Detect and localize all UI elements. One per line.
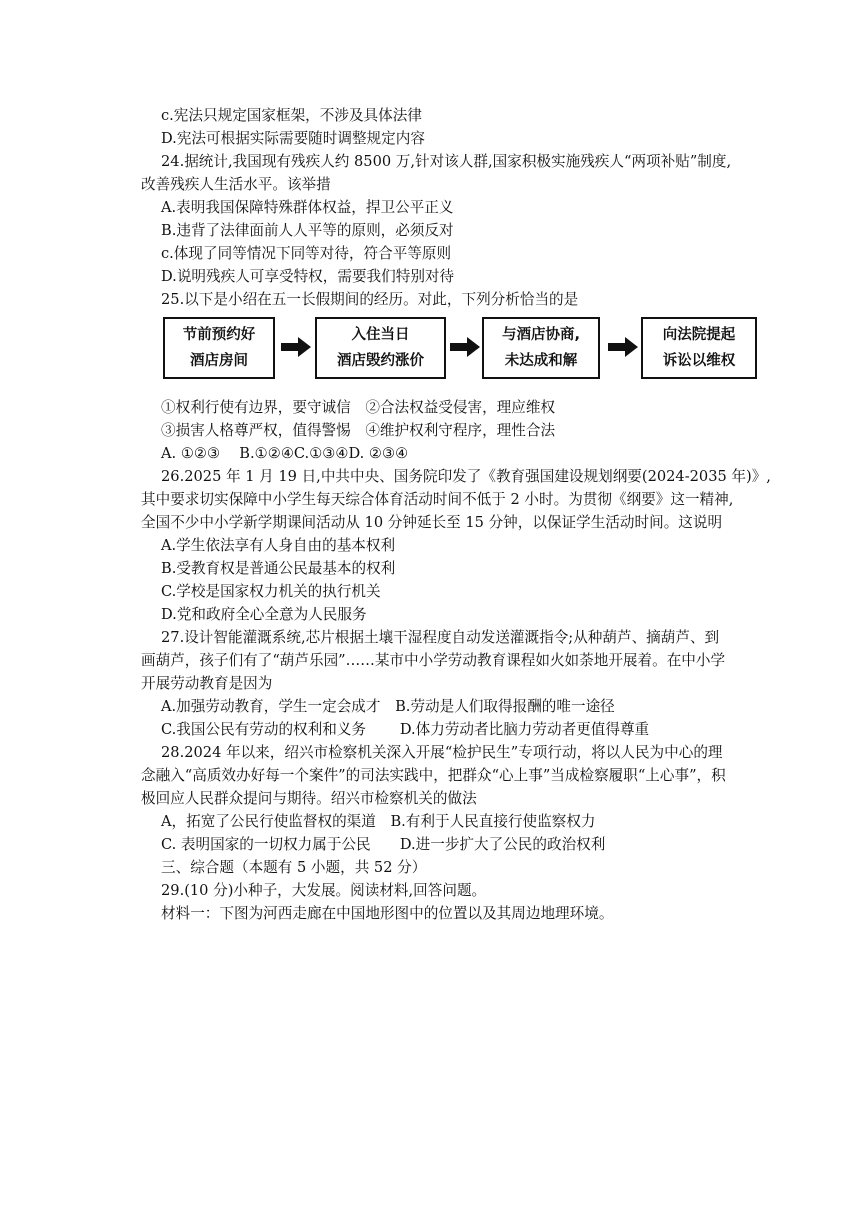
flowchart-step-1-line-2: 酒店房间 (190, 353, 248, 369)
flowchart-step-3-line-2: 未达成和解 (504, 353, 578, 369)
q24-option-c: c.体现了同等情况下同等对待，符合平等原则 (161, 245, 452, 262)
q24-stem-line-1: 24.据统计,我国现有残疾人约 8500 万,针对该人群,国家积极实施残疾人“两项补贴”制度, (161, 153, 732, 170)
flowchart-step-2 (315, 317, 446, 379)
q29-material-1: 材料一：下图为河西走廊在中国地形图中的位置以及其周边地理环境。 (161, 905, 614, 922)
flowchart-step-4-line-1: 向法院提起 (662, 327, 736, 343)
right-arrow-icon (608, 336, 638, 358)
q26-stem-line-1: 26.2025 年 1 月 19 日,中共中央、国务院印发了《教育强国建设规划纲要(2024-2035 年)》, (161, 468, 771, 485)
flowchart-step-1 (163, 317, 275, 379)
right-arrow-icon (450, 336, 480, 358)
q26-stem-line-2: 其中要求切实保障中小学生每天综合体育活动时间不低于 2 小时。为贯彻《纲要》这一精神, (141, 491, 734, 508)
section-3-heading: 三、综合题（本题有 5 小题，共 52 分） (161, 859, 427, 876)
q26-stem-line-3: 全国不少中小学新学期课间活动从 10 分钟延长至 15 分钟，以保证学生活动时间。这说明 (141, 514, 723, 531)
q25-options-3-4: ③损害人格尊严权，值得警惕 ④维护权利守程序，理性合法 (161, 422, 556, 439)
q27-stem-line-3: 开展劳动教育是因为 (141, 675, 273, 692)
q28-stem-line-3: 极回应人民群众提问与期待。绍兴市检察机关的做法 (141, 790, 477, 807)
q24-option-d: D.说明残疾人可享受特权，需要我们特别对待 (161, 268, 455, 285)
q27-options-c-d: C.我国公民有劳动的权利和义务 D.体力劳动者比脑力劳动者更值得尊重 (161, 721, 650, 738)
q26-option-b: B.受教育权是普通公民最基本的权利 (161, 560, 396, 577)
q26-option-d: D.党和政府全心全意为人民服务 (161, 606, 367, 623)
flowchart-step-4-line-2: 诉讼以维权 (662, 353, 736, 369)
q27-options-a-b: A.加强劳动教育，学生一定会成才 B.劳动是人们取得报酬的唯一途径 (161, 698, 615, 715)
q23-option-c: c.宪法只规定国家框架，不涉及具体法律 (161, 107, 422, 124)
q28-options-c-d: C. 表明国家的一切权力属于公民 D.进一步扩大了公民的政治权利 (161, 836, 606, 853)
q28-stem-line-1: 28.2024 年以来，绍兴市检察机关深入开展“检护民生”专项行动，将以人民为中心的理 (161, 744, 723, 761)
flowchart-step-2-line-1: 入住当日 (351, 327, 410, 343)
q28-stem-line-2: 念融入“高质效办好每一个案件”的司法实践中，把群众“心上事”当成检察履职“上心事”，积 (141, 767, 726, 784)
q26-option-c: C.学校是国家权力机关的执行机关 (161, 583, 381, 600)
right-arrow-icon (281, 336, 311, 358)
flowchart-step-3 (482, 317, 600, 379)
q25-answer-choices: A. ①②③ B.①②④C.①③④D. ②③④ (161, 445, 409, 462)
q27-stem-line-2: 画葫芦，孩子们有了“葫芦乐园”……某市中小学劳动教育课程如火如荼地开展着。在中小学 (141, 652, 726, 669)
q25-flowchart (163, 316, 759, 384)
q27-stem-line-1: 27.设计智能灌溉系统,芯片根据土壤干湿程度自动发送灌溉指令;从种葫芦、摘葫芦、到 (161, 629, 720, 646)
q24-stem-line-2: 改善残疾人生活水平。该举措 (141, 176, 331, 193)
flowchart-step-3-line-1: 与酒店协商, (501, 327, 580, 343)
q29-stem: 29.(10 分)小种子，大发展。阅读材料,回答问题。 (161, 882, 487, 899)
q23-option-d: D.宪法可根据实际需要随时调整规定内容 (161, 130, 425, 147)
flowchart-step-1-line-1: 节前预约好 (182, 327, 256, 343)
q25-stem: 25.以下是小绍在五一长假期间的经历。对此，下列分析恰当的是 (161, 291, 579, 308)
flowchart-step-4 (641, 317, 757, 379)
flowchart-step-2-line-2: 酒店毁约涨价 (337, 353, 424, 369)
q25-options-1-2: ①权利行使有边界，要守诚信 ②合法权益受侵害，理应维权 (161, 399, 556, 416)
q24-option-a: A.表明我国保障特殊群体权益，捍卫公平正义 (161, 199, 454, 216)
q26-option-a: A.学生依法享有人身自由的基本权利 (161, 537, 396, 554)
q28-options-a-b: A，拓宽了公民行使监督权的渠道 B.有利于人民直接行使监察权力 (161, 813, 596, 830)
q24-option-b: B.违背了法律面前人人平等的原则，必须反对 (161, 222, 454, 239)
